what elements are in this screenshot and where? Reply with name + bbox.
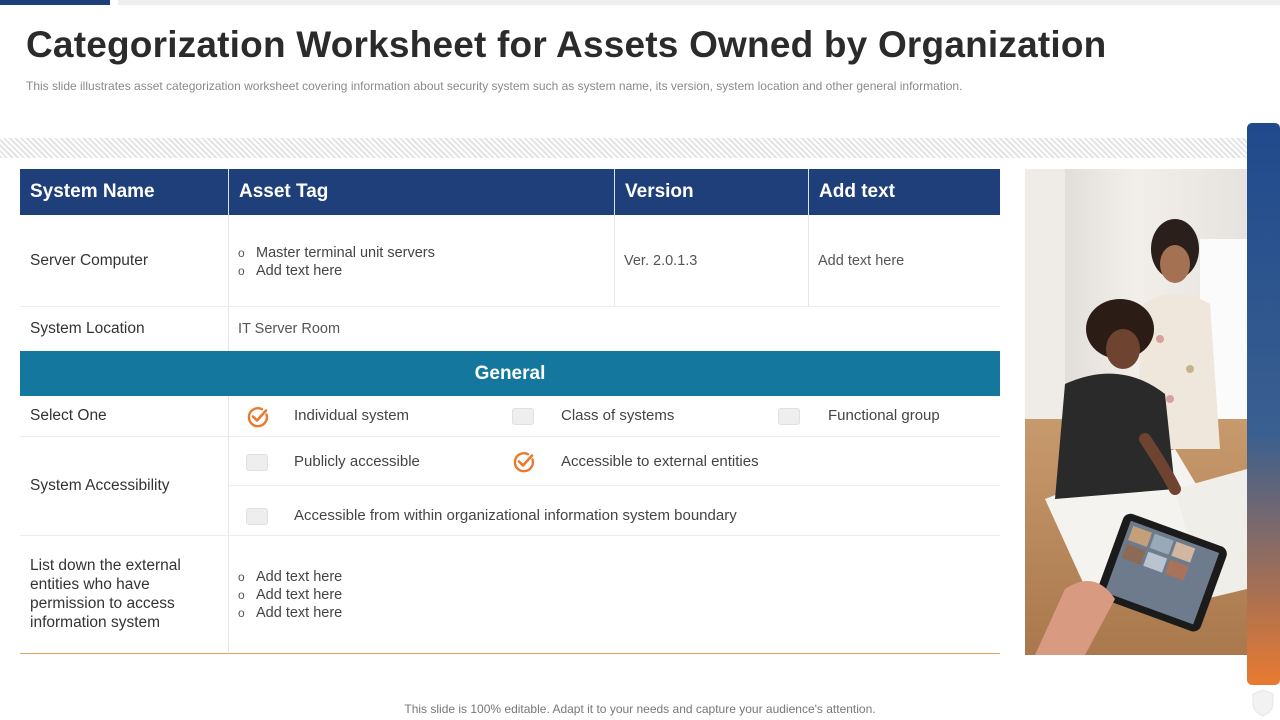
checkbox-within-boundary[interactable] bbox=[246, 508, 268, 525]
slide-subtitle: This slide illustrates asset categorization worksheet covering information about security system such as system name, its version, system location and other general information. bbox=[26, 79, 963, 93]
team-working-photo bbox=[1025, 169, 1247, 655]
external-entities-label: List down the external entities who have permission to access information system bbox=[30, 557, 181, 631]
slide-title: Categorization Worksheet for Assets Owned by Organization bbox=[26, 24, 1107, 65]
list-item: o Master terminal unit servers bbox=[238, 244, 435, 262]
list-item: o Add text here bbox=[238, 604, 342, 622]
slide-footer: This slide is 100% editable. Adapt it to your needs and capture your audience's attention. bbox=[404, 702, 876, 716]
option-within-boundary: Accessible from within organizational information system boundary bbox=[294, 507, 737, 524]
table-row bbox=[20, 396, 1000, 436]
table-row bbox=[20, 307, 1000, 351]
checkbox-functional-group[interactable] bbox=[778, 408, 800, 425]
accessibility-label: System Accessibility bbox=[30, 477, 170, 494]
external-entities-list bbox=[238, 568, 342, 622]
general-section-header: General bbox=[20, 351, 1000, 396]
location-value: IT Server Room bbox=[238, 321, 341, 337]
header-system-name: System Name bbox=[30, 181, 155, 202]
location-label: System Location bbox=[30, 320, 145, 337]
option-publicly-accessible: Publicly accessible bbox=[294, 453, 420, 470]
add-text-cell: Add text here bbox=[818, 253, 905, 269]
header-version: Version bbox=[625, 181, 694, 202]
hatched-divider bbox=[0, 138, 1250, 158]
table-header-row bbox=[20, 169, 1000, 215]
checked-circle-icon[interactable] bbox=[246, 405, 270, 429]
table-row bbox=[20, 437, 1000, 535]
option-individual-system: Individual system bbox=[294, 407, 410, 424]
list-item: o Add text here bbox=[238, 568, 342, 586]
right-accent-bar bbox=[1247, 123, 1280, 685]
option-accessible-external: Accessible to external entities bbox=[561, 453, 759, 470]
list-item: o Add text here bbox=[238, 586, 342, 604]
table-row bbox=[20, 536, 1000, 652]
top-grey-bar bbox=[118, 0, 1280, 5]
server-name-cell: Server Computer bbox=[30, 252, 149, 269]
table-bottom-rule bbox=[20, 653, 1000, 654]
select-one-label: Select One bbox=[30, 407, 107, 424]
header-add-text: Add text bbox=[819, 181, 895, 202]
header-asset-tag: Asset Tag bbox=[239, 181, 329, 202]
asset-tag-list bbox=[238, 244, 435, 280]
version-cell: Ver. 2.0.1.3 bbox=[624, 253, 698, 269]
list-item: o Add text here bbox=[238, 262, 435, 280]
option-class-of-systems: Class of systems bbox=[561, 407, 675, 424]
table-row bbox=[20, 215, 1000, 307]
option-functional-group: Functional group bbox=[828, 407, 940, 424]
top-accent-bar bbox=[0, 0, 110, 5]
checkbox-class-of-systems[interactable] bbox=[512, 408, 534, 425]
checkbox-publicly-accessible[interactable] bbox=[246, 454, 268, 471]
checked-circle-icon[interactable] bbox=[512, 450, 536, 474]
